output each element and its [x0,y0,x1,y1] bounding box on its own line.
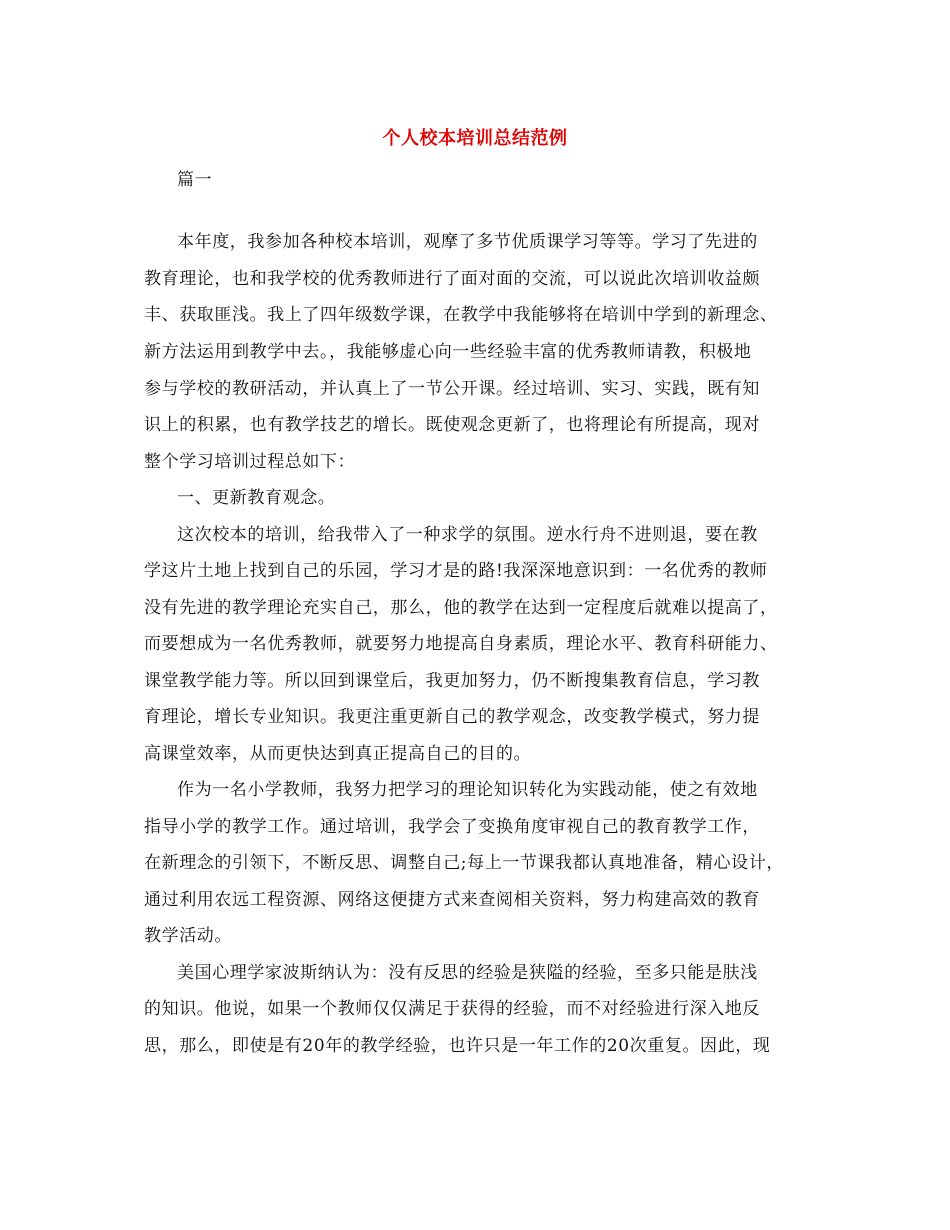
body-line: 育理论，增长专业知识。我更注重更新自己的教学观念，改变教学模式，努力提 [144,707,760,727]
body-line: 丰、获取匪浅。我上了四年级数学课，在教学中我能够将在培训中学到的新理念、 [144,305,778,325]
body-line: 而要想成为一名优秀教师，就要努力地提高自身素质，理论水平、教育科研能力、 [144,634,778,654]
body-line: 的知识。他说，如果一个教师仅仅满足于获得的经验，而不对经验进行深入地反 [144,999,760,1019]
body-line: 教育理论，也和我学校的优秀教师进行了面对面的交流，可以说此次培训收益颇 [144,269,760,289]
body-line: 这次校本的培训，给我带入了一种求学的氛围。逆水行舟不进则退，要在教 [177,525,758,545]
body-line: 指导小学的教学工作。通过培训，我学会了变换角度审视自己的教育教学工作， [144,817,760,837]
body-line: 课堂教学能力等。所以回到课堂后，我更加努力，仍不断搜集教育信息，学习教 [144,671,760,691]
body-line: 美国心理学家波斯纳认为：没有反思的经验是狭隘的经验，至多只能是肤浅 [177,963,758,983]
body-line: 整个学习培训过程总如下： [144,452,356,472]
body-line: 本年度，我参加各种校本培训，观摩了多节优质课学习等等。学习了先进的 [177,232,758,252]
document-title: 个人校本培训总结范例 [382,128,568,149]
heading-part-one: 篇一 [177,170,213,190]
body-line: 在新理念的引领下，不断反思、调整自己;每上一节课我都认真地准备，精心设计， [144,853,784,873]
body-line: 教学活动。 [144,926,232,946]
body-line: 通过利用农远工程资源、网络这便捷方式来查阅相关资料，努力构建高效的教育 [144,890,760,910]
body-line: 作为一名小学教师，我努力把学习的理论知识转化为实践动能，使之有效地 [177,780,758,800]
body-line: 新方法运用到教学中去。，我能够虚心向一些经验丰富的优秀教师请教，积极地 [144,342,752,362]
body-line: 高课堂效率，从而更快达到真正提高自己的目的。 [144,744,532,764]
body-line: 学这片土地上找到自己的乐园，学习才是的路!我深深地意识到：一名优秀的教师 [144,561,768,581]
body-line: 没有先进的教学理论充实自己，那么，他的教学在达到一定程度后就难以提高了， [144,598,778,618]
section-heading: 一、更新教育观念。 [177,488,336,508]
body-line: 识上的积累，也有教学技艺的增长。既使观念更新了，也将理论有所提高，现对 [144,415,760,435]
body-line: 参与学校的教研活动，并认真上了一节公开课。经过培训、实习、实践，既有知 [144,379,760,399]
body-line: 思，那么，即使是有20年的教学经验，也许只是一年工作的20次重复。因此，现 [144,1036,771,1056]
